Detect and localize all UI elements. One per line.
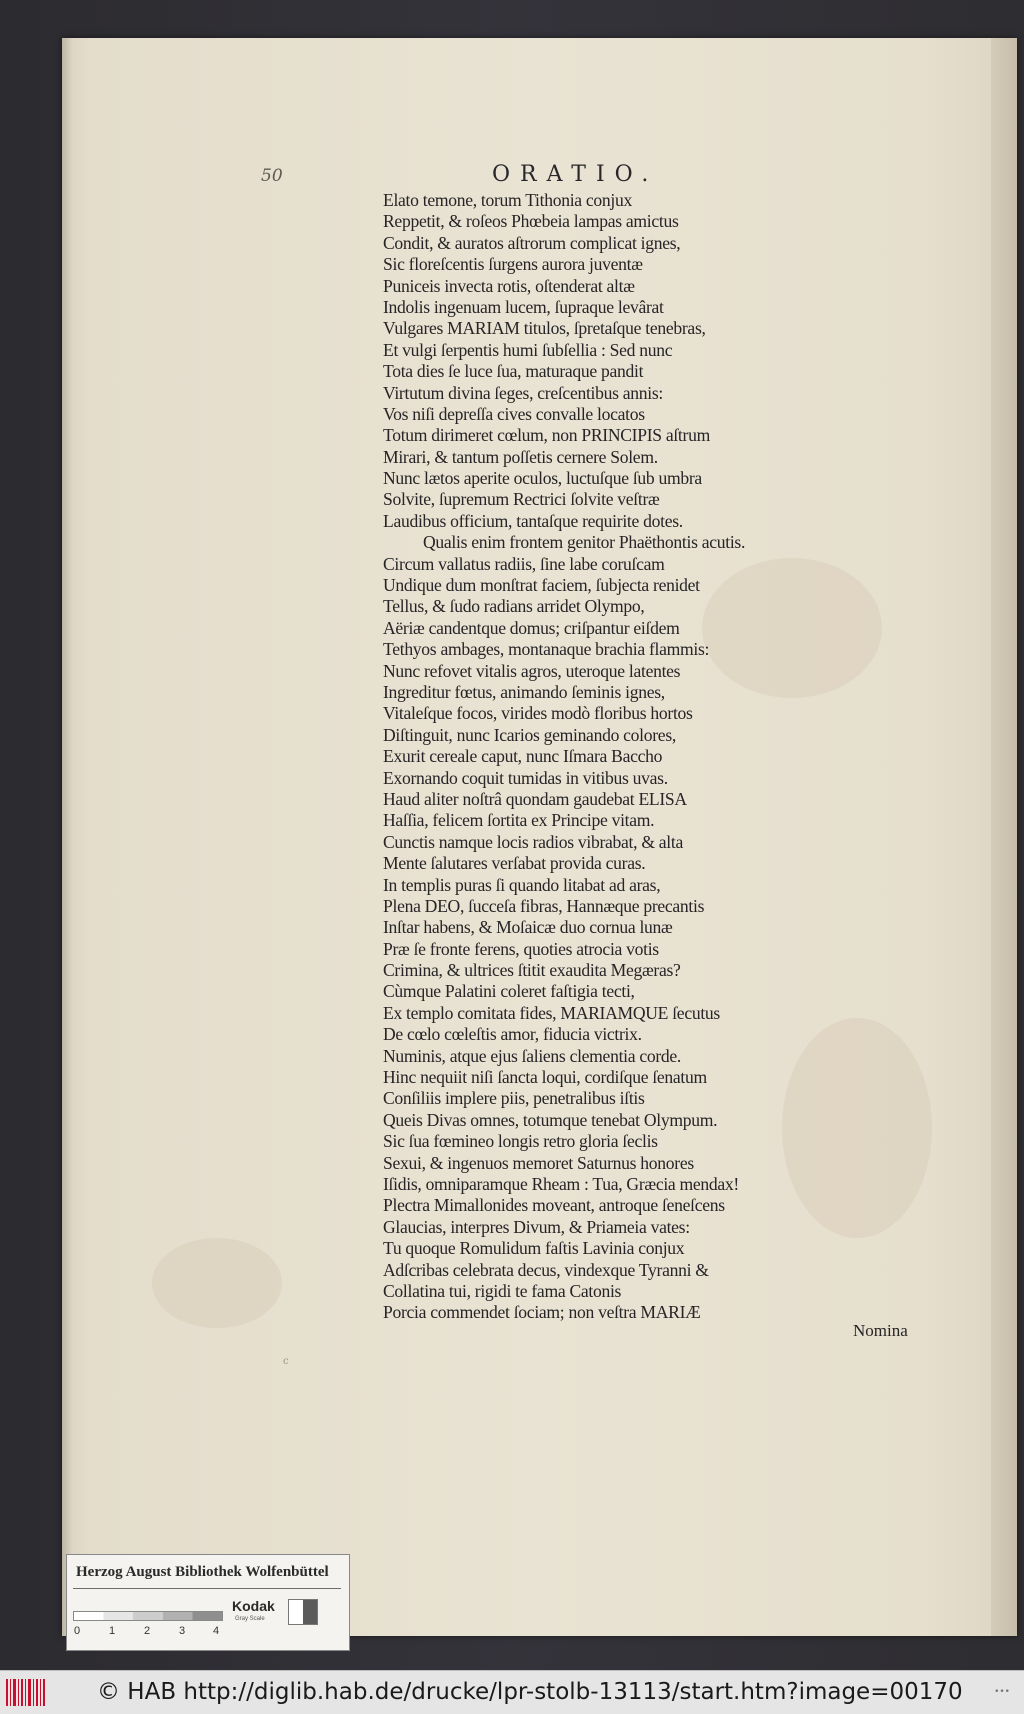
scale-bar bbox=[73, 1611, 223, 1621]
page-right-edge bbox=[991, 38, 1017, 1636]
verse-line: Vitaleſque focos, virides modò floribus hortos bbox=[383, 703, 693, 724]
running-title: ORATIO. bbox=[492, 162, 659, 187]
book-page bbox=[62, 38, 1017, 1636]
verse-line: Exornando coquit tumidas in vitibus uvas. bbox=[383, 767, 668, 788]
small-mark: c bbox=[283, 1356, 289, 1367]
verse-line: Cùmque Palatini coleret faſtigia tecti, bbox=[383, 981, 635, 1002]
verse-line: Plena DEO, ſucceſa fibras, Hannæque precantis bbox=[383, 895, 705, 916]
verse-line: Crimina, & ultrices ſtitit exaudita Megæras? bbox=[383, 960, 681, 981]
verse-line: Undique dum monſtrat faciem, ſubjecta renidet bbox=[383, 575, 700, 596]
verse-line: Tellus, & ſudo radians arridet Olympo, bbox=[383, 596, 645, 617]
verse-line: Iſidis, omniparamque Rheam : Tua, Græcia mendax! bbox=[383, 1173, 739, 1194]
scale-number: 0 bbox=[74, 1625, 81, 1637]
verse-line: Mente ſalutares verſabat provida curas. bbox=[383, 853, 646, 874]
verse-line: Exurit cereale caput, nunc Iſmara Baccho bbox=[383, 746, 663, 767]
verse-line: Circum vallatus radiis, ſine labe coruſcam bbox=[383, 553, 665, 574]
verse-line: Porcia commendet ſociam; non veſtra MARIÆ bbox=[383, 1302, 701, 1323]
verse-line: Haſſia, felicem ſortita ex Principe vitam. bbox=[383, 810, 655, 831]
paper-stain bbox=[152, 1238, 282, 1328]
verse-line: Haud aliter noſtrâ quondam gaudebat ELISA bbox=[383, 788, 687, 809]
verse-line: In templis puras ſi quando litabat ad aras, bbox=[383, 874, 661, 895]
scale-number: 1 bbox=[109, 1625, 116, 1637]
verse-line: Sexui, & ingenuos memoret Saturnus honores bbox=[383, 1152, 694, 1173]
page-left-edge bbox=[62, 38, 72, 1636]
gray-swatch bbox=[288, 1599, 318, 1625]
target-institution: Herzog August Bibliothek Wolfenbüttel bbox=[76, 1564, 329, 1580]
footer-bar bbox=[0, 1670, 1024, 1714]
verse-line: Et vulgi ſerpentis humi ſubſellia : Sed nunc bbox=[383, 339, 673, 360]
verse-text bbox=[383, 190, 873, 1324]
verse-line: Ingreditur fœtus, animando ſeminis ignes, bbox=[383, 681, 665, 702]
verse-line: Aëriæ candentque domus; criſpantur eiſdem bbox=[383, 617, 680, 638]
verse-line: Tota dies ſe luce ſua, maturaque pandit bbox=[383, 361, 644, 382]
verse-line: Numinis, atque ejus ſaliens clementia corde. bbox=[383, 1045, 682, 1066]
verse-line: Queis Divas omnes, totumque tenebat Olympum. bbox=[383, 1109, 718, 1130]
verse-line: Hinc nequiit niſi ſancta loqui, cordiſque ſenatum bbox=[383, 1067, 707, 1088]
verse-line: Indolis ingenuam lucem, ſupraque levârat bbox=[383, 296, 664, 317]
verse-line: Sic floreſcentis ſurgens aurora juventæ bbox=[383, 254, 643, 275]
verse-line: Condit, & auratos aſtrorum complicat ignes, bbox=[383, 232, 681, 253]
scale-number: 2 bbox=[144, 1625, 151, 1637]
footer-dots: ••• bbox=[994, 1687, 1010, 1697]
verse-line: Nunc refovet vitalis agros, uteroque latentes bbox=[383, 660, 681, 681]
verse-line: Reppetit, & roſeos Phœbeia lampas amictus bbox=[383, 211, 679, 232]
verse-line: Præ ſe fronte ferens, quoties atrocia votis bbox=[383, 938, 659, 959]
verse-line: Diſtinguit, nunc Icarios geminando colores, bbox=[383, 724, 676, 745]
verse-line: Puniceis invecta rotis, oſtenderat altæ bbox=[383, 275, 635, 296]
catchword: Nomina bbox=[853, 1321, 908, 1340]
verse-line: Mirari, & tantum poſſetis cernere Solem. bbox=[383, 446, 658, 467]
verse-line: Sic ſua fœmineo longis retro gloria ſeclis bbox=[383, 1131, 658, 1152]
verse-line: Adſcribas celebrata decus, vindexque Tyranni & bbox=[383, 1259, 709, 1280]
footer-url-text[interactable]: © HAB http://diglib.hab.de/drucke/lpr-stolb-13113/start.htm?image=00170 bbox=[97, 1679, 963, 1705]
color-target bbox=[66, 1554, 350, 1651]
verse-line: Qualis enim frontem genitor Phaëthontis acutis. bbox=[423, 532, 746, 553]
verse-line: Vulgares MARIAM titulos, ſpretaſque tenebras, bbox=[383, 318, 706, 339]
verse-line: Conſiliis implere piis, penetralibus iſtis bbox=[383, 1088, 645, 1109]
verse-line: Virtutum divina ſeges, creſcentibus annis: bbox=[383, 382, 663, 403]
verse-line: De cœlo cœleſtis amor, fiducia victrix. bbox=[383, 1024, 642, 1045]
verse-line: Totum dirimeret cœlum, non PRINCIPIS aſtrum bbox=[383, 425, 710, 446]
verse-line: Cunctis namque locis radios vibrabat, & alta bbox=[383, 831, 683, 852]
verse-line: Solvite, ſupremum Rectrici ſolvite veſtræ bbox=[383, 489, 660, 510]
verse-line: Plectra Mimallonides moveant, antroque ſeneſcens bbox=[383, 1195, 725, 1216]
verse-line: Collatina tui, rigidi te fama Catonis bbox=[383, 1280, 622, 1301]
target-divider bbox=[73, 1588, 341, 1589]
page-number: 50 bbox=[261, 166, 283, 186]
verse-line: Vos niſi depreſſa cives convalle locatos bbox=[383, 403, 645, 424]
verse-line: Ex templo comitata fides, MARIAMQUE ſecutus bbox=[383, 1002, 720, 1023]
verse-line: Nunc lætos aperite oculos, luctuſque ſub umbra bbox=[383, 468, 702, 489]
kodak-subtitle: Gray Scale bbox=[235, 1616, 265, 1622]
verse-line: Inſtar habens, & Moſaicæ duo cornua lunæ bbox=[383, 917, 673, 938]
barcode-icon bbox=[4, 1676, 46, 1709]
verse-line: Tethyos ambages, montanaque brachia flammis: bbox=[383, 639, 710, 660]
scale-number: 4 bbox=[213, 1625, 220, 1637]
verse-line: Glaucias, interpres Divum, & Priameia vates: bbox=[383, 1216, 690, 1237]
kodak-logo: Kodak bbox=[232, 1598, 275, 1614]
verse-line: Tu quoque Romulidum faſtis Lavinia conjux bbox=[383, 1238, 685, 1259]
verse-line: Elato temone, torum Tithonia conjux bbox=[383, 190, 632, 210]
scale-number: 3 bbox=[179, 1625, 186, 1637]
verse-line: Laudibus officium, tantaſque requirite dotes. bbox=[383, 510, 683, 531]
